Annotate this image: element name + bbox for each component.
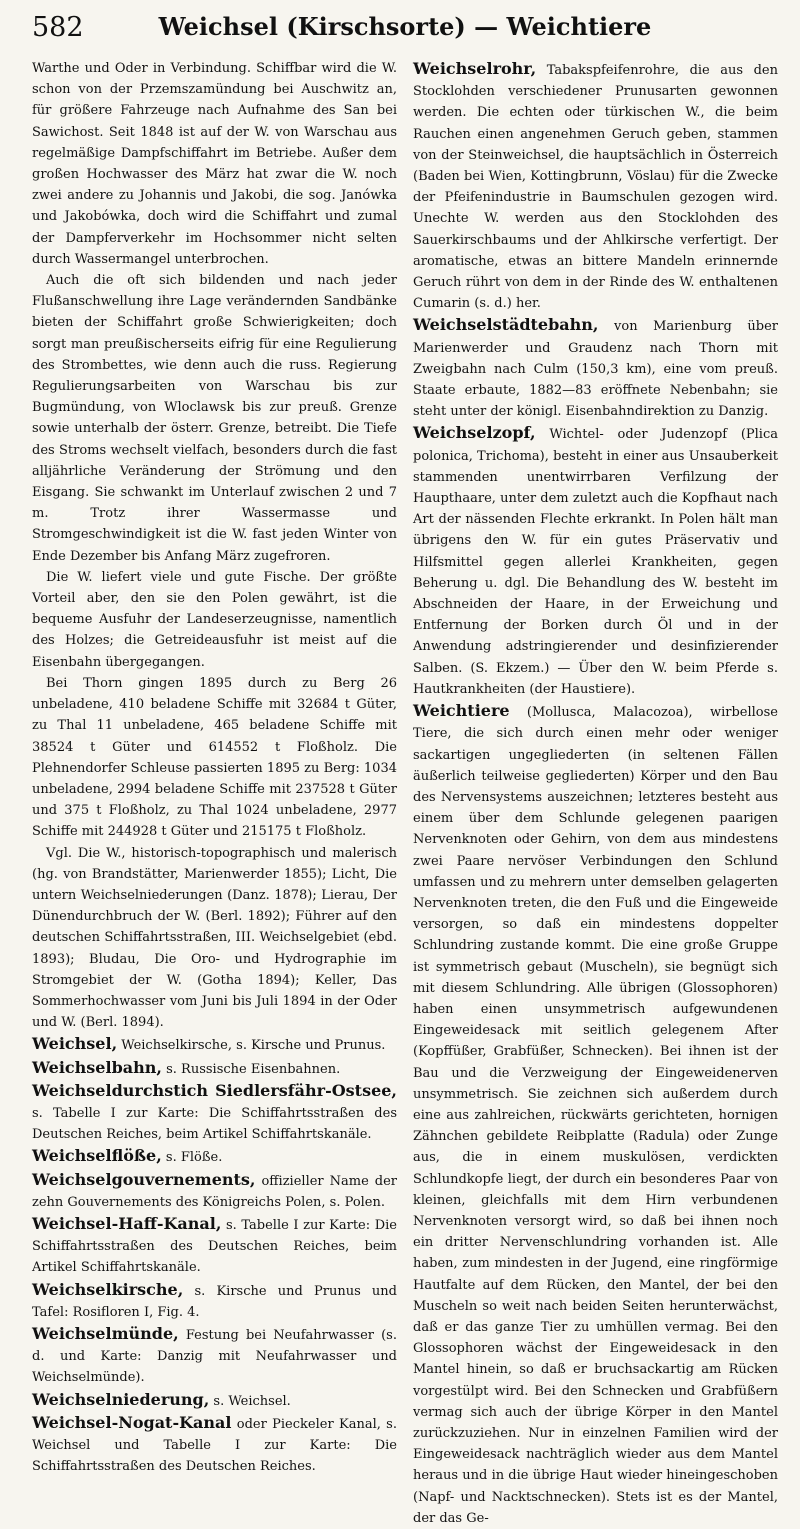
entry-headword: Weichselrohr, bbox=[413, 59, 537, 78]
dictionary-entry bbox=[32, 1412, 397, 1478]
paragraph: Bei Thorn gingen 1895 durch zu Berg 26 unbeladene, 410 beladene Schiffe mit 32684 t Güter, zu Thal 11 unbeladene, 465 beladene Schiffe mit 38524 t Güter und 614552 t Floßholz. Die Plehnendorfer Schleuse passierten 1895 zu Berg: 1034 unbeladene, 2994 beladene Schiffe mit 237528 t Güter und 375 t Floßholz, zu Thal 1024 unbeladene, 2977 Schiffe mit 244928 t Güter und 215175 t Floßholz. bbox=[32, 675, 397, 840]
entry-text: oder Pieckeler Kanal, s. Weichsel und Tabelle I zur Karte: Die Schiffahrtsstraßen des Deutschen Reiches. bbox=[32, 1416, 397, 1475]
running-head: Weichsel (Kirschsorte) — Weichtiere bbox=[158, 12, 652, 41]
paragraph: Vgl. Die W., historisch-topographisch und malerisch (hg. von Brandstätter, Marienwerder 1855); Licht, Die untern Weichselniederungen (Danz. 1878); Lierau, Der Dünendurchbruch der W. (Berl. 1892); Führer auf den deutschen Schiffahrtsstraßen, III. Weichselgebiet (ebd. 1893); Bludau, Die Oro- und Hydrographie im Stromgebiet der W. (Gotha 1894); Keller, Das Sommerhochwasser vom Juni bis Juli 1894 in der Oder und W. (Berl. 1894). bbox=[32, 845, 397, 1031]
dictionary-entry bbox=[413, 422, 778, 700]
entry-headword: Weichsel-Haff-Kanal, bbox=[32, 1213, 222, 1233]
dictionary-entry bbox=[32, 1323, 397, 1389]
entry-text: (Mollusca, Malacozoa), wirbellose Tiere, die sich durch einen mehr oder weniger sackartigen ungegliederten (in seltenen Fällen äußerlich teilweise gegliederten) Körper und den Bau des Nervensystems auszeichnen; letzteres besteht aus einem über dem Schlunde gelegenen paarigen Nervenknoten oder Gehirn, von dem aus mindestens zwei Paare nervöser Verbindungen den Schlund umfassen und zu mehrern unter demselben gelagerten Nervenknoten treten, die den Fuß und die Eingeweide versorgen, so daß ein mindestens doppelter Schlundring zustande kommt. Die eine große Gruppe ist symmetrisch gebaut (Muscheln), sie begnügt sich mit diesem Schlundring. Alle übrigen (Glossophoren) haben einen unsymmetrisch aufgewundenen Eingeweidesack mit seitlich gelegenem After (Kopffüßer, Grabfüßer, Schnecken). Bei ihnen ist der Bau und die Verzweigung der Eingeweidenerven unsymmetrisch. Sie zeichnen sich außerdem durch eine aus zahlreichen, rückwärts gerichteten, hornigen Zähnchen gebildete Reibplatte (Radula) oder Zunge aus, die in einem muskulösen, verdickten Schlundkopfe liegt, der durch ein besonderes Paar von kleinen, gleichfalls mit dem Hirn verbundenen Nervenknoten versorgt wird, so daß bei ihnen noch ein dritter Nervenschlundring vorhanden ist. Alle haben, zum mindesten in der Jugend, eine ringförmige Hautfalte auf dem Rücken, den Mantel, der bei den Muscheln so weit nach beiden Seiten herunterwächst, daß er das ganze Tier zu umhüllen vermag. Bei den Glossophoren wächst der Eingeweidesack in den Mantel hinein, so daß er bruchsackartig am Rücken vorgestülpt wird. Bei den Schnecken und Grabfüßern vermag sich auch der übrige Körper in den Mantel zurückzuziehen. Nur in einzelnen Familien wird der Eingeweidesack nachträglich wieder aus dem Mantel heraus und in die übrige Haut wieder hineingeschoben (Napf- und Nacktschnecken). Stets ist es der Mantel, der das Ge- bbox=[413, 705, 778, 1526]
entry-text: s. Kirsche und Prunus und Tafel: Rosifloren I, Fig. 4. bbox=[32, 1283, 397, 1320]
entry-text: s. Tabelle I zur Karte: Die Schiffahrtsstraßen des Deutschen Reiches, beim Artikel Schiffahrtskanäle. bbox=[32, 1105, 397, 1143]
right-column bbox=[413, 58, 778, 1529]
entry-text: Tabakspfeifenrohre, die aus den Stocklohden verschiedener Prunusarten gewonnen werden. Die echten oder türkischen W., die beim Rauchen einen angenehmen Geruch geben, stammen von der Steinweichsel, die hauptsächlich in Österreich (Baden bei Wien, Kottingbrunn, Vöslau) für die Zwecke der Pfeifenindustrie in Baumschulen gezogen wird. Unechte W. werden aus den Stocklohden des Sauerkirschbaums und der Ahlkirsche verfertigt. Der aromatische, etwas an bittere Mandeln erinnernde Geruch rührt von dem in der Rinde des W. enthaltenen Cumarin (s. d.) her. bbox=[413, 63, 778, 312]
paragraph: Die W. liefert viele und gute Fische. Der größte Vorteil aber, den sie den Polen gewährt, ist die bequeme Ausfuhr der Landeserzeugnisse, namentlich des Holzes; die Getreideausfuhr ist meist auf die Eisenbahn übergegangen. bbox=[32, 569, 397, 670]
dictionary-entry bbox=[32, 1169, 397, 1213]
entry-headword: Weichselflöße, bbox=[32, 1146, 162, 1166]
entry-headword: Weichselmünde, bbox=[32, 1323, 179, 1343]
dictionary-entry bbox=[413, 700, 778, 1529]
entry-headword: Weichselgouvernements, bbox=[32, 1169, 256, 1189]
entry-text: von Marienburg über Marienwerder und Graudenz nach Thorn mit Zweigbahn nach Culm (150,3 km), eine vom preuß. Staate erbaute, 1882—83 eröffnete Nebenbahn; sie steht unter der königl. Eisenbahndirektion zu Danzig. bbox=[413, 319, 778, 420]
entry-text: s. Tabelle I zur Karte: Die Schiffahrtsstraßen des Deutschen Reiches, beim Artikel Schiffahrtskanäle. bbox=[32, 1217, 397, 1276]
entry-headword: Weichseldurchstich Siedlersfähr-Ostsee, bbox=[32, 1080, 397, 1100]
entry-headword: Weichselniederung, bbox=[32, 1389, 210, 1409]
dictionary-entry bbox=[32, 1213, 397, 1279]
entry-text: Wichtel- oder Judenzopf (Plica polonica, Trichoma), besteht in einer aus Unsauberkeit stammenden unentwirrbaren Verfilzung der Haupthaare, unter dem zuletzt auch die Kopfhaut nach Art der nässenden Flechte erkrankt. In Polen hält man übrigens den W. für ein gutes Präservativ und Hilfsmittel gegen allerlei Krankheiten, gegen Beherung u. dgl. Die Behandlung des W. besteht im Abschneiden der Haare, in der Erweichung und Entfernung der Borken durch Öl und in der Anwendung adstringierender und desinfizierender Salben. (S. Ekzem.) — Über den W. beim Pferde s. Hautkrankheiten (der Haustiere). bbox=[413, 427, 778, 697]
page-header bbox=[32, 6, 778, 58]
dictionary-entry bbox=[32, 1080, 397, 1146]
entry-headword: Weichselbahn, bbox=[32, 1057, 162, 1077]
dictionary-entry bbox=[32, 1279, 397, 1323]
entry-headword: Weichselstädtebahn, bbox=[413, 315, 599, 335]
entry-text: s. Flöße. bbox=[165, 1150, 223, 1166]
entry-text: Weichselkirsche, s. Kirsche und Prunus. bbox=[121, 1038, 386, 1054]
entry-text: s. Russische Eisenbahnen. bbox=[166, 1061, 341, 1077]
page-number: 582 bbox=[32, 12, 84, 43]
entry-headword: Weichselkirsche, bbox=[32, 1279, 184, 1299]
paragraph: Auch die oft sich bildenden und nach jeder Flußanschwellung ihre Lage verändernden Sandbänke bieten der Schiffahrt große Schwierigkeiten; doch sorgt man preußischerseits eifrig für eine Regulierung des Strombettes, wie denn auch die russ. Regierung Regulierungsarbeiten von Warschau bis zur Bugmündung, von Wloclawsk bis zur preuß. Grenze sowie unterhalb der österr. Grenze, betreibt. Die Tiefe des Stroms wechselt vielfach, besonders durch die fast alljährliche Veränderung der Strömung und den Eisgang. Sie schwankt im Unterlauf zwischen 2 und 7 m. Trotz ihrer Wassermasse und Stromgeschwindigkeit ist die W. fast jeden Winter von Ende Dezember bis Anfang März zugefroren. bbox=[32, 273, 397, 564]
left-column bbox=[32, 58, 397, 1529]
dictionary-entry bbox=[413, 314, 778, 422]
dictionary-entry bbox=[32, 1389, 397, 1412]
entry-text: Festung bei Neufahrwasser (s. d. und Karte: Danzig mit Neufahrwasser und Weichselmünde). bbox=[32, 1327, 397, 1386]
entry-headword: Weichsel-Nogat-Kanal bbox=[32, 1412, 232, 1432]
entry-headword: Weichselzopf, bbox=[413, 423, 536, 443]
paragraph: Warthe und Oder in Verbindung. Schiffbar wird die W. schon von der Przemszamündung bei Auschwitz an, für größere Fahrzeuge nach Aufnahme des San bei Sawichost. Seit 1848 ist auf der W. von Warschau aus regelmäßige Dampfschiffahrt im Betriebe. Außer dem großen Hochwasser des März hat zwar die W. noch zwei andere zu Johannis und Jakobi, die sog. Janówka und Jakobówka, doch wird die Schiffahrt und zumal der Dampferverkehr im Hochsommer nicht selten durch Wassermangel unterbrochen. bbox=[32, 61, 397, 267]
dictionary-entry bbox=[32, 1033, 397, 1056]
text-columns bbox=[32, 58, 778, 1529]
entry-headword: Weichsel, bbox=[32, 1034, 118, 1054]
dictionary-entry bbox=[32, 1057, 397, 1080]
entry-text: s. Weichsel. bbox=[213, 1393, 291, 1409]
entry-headword: Weichtiere bbox=[413, 701, 510, 721]
dictionary-entry bbox=[413, 58, 778, 314]
entry-text: offizieller Name der zehn Gouvernements des Königreichs Polen, s. Polen. bbox=[32, 1173, 397, 1210]
dictionary-entry bbox=[32, 1145, 397, 1168]
